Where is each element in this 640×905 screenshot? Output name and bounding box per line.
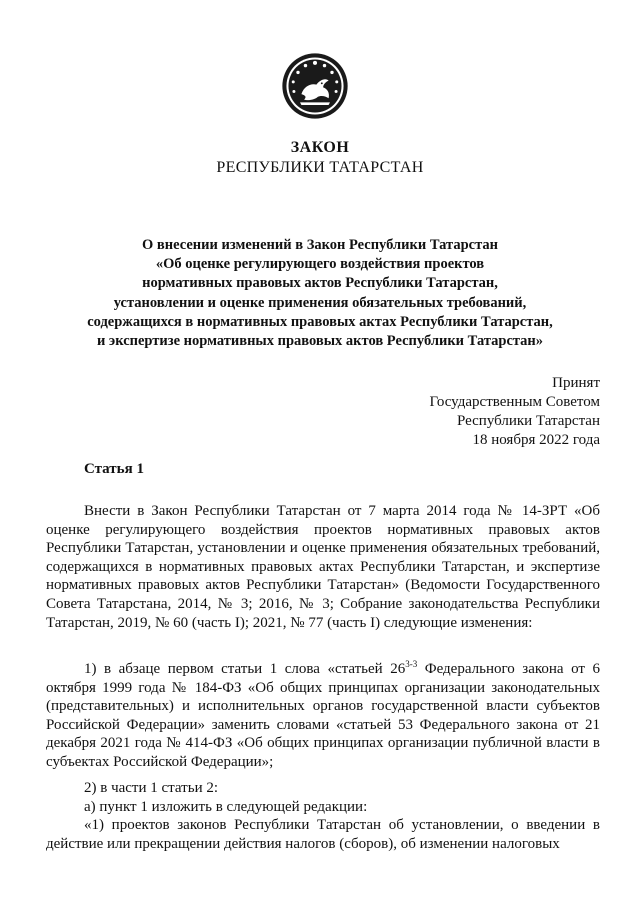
adopted-line: Республики Татарстан (456, 413, 600, 429)
title-line: «Об оценке регулирующего воздействия проектов (155, 256, 485, 273)
item2a-quote-paragraph: «1) проектов законов Республики Татарстан об установлении, о введении в действие или прекращении действия налогов (сборов), об изменении налоговых (46, 817, 600, 852)
adoption-date: 18 ноября 2022 года (472, 432, 600, 448)
item2-block (46, 779, 600, 853)
intro-paragraph-block (46, 502, 600, 632)
item1-paragraph: 1) в абзаце первом статьи 1 слова «статьей 26$^{3-3}$ Федерального закона от 6 октября 1999 года № 184-ФЗ «Об общих принципах организации законодательных (представительных) и исполнительных органов государственной власти субъектов Российской Федерации» заменить словами «статьей 53 Федерального закона от 21 декабря 2021 года № 414-ФЗ «Об общих принципах организации публичной власти в субъектах Российской Федерации»; (46, 659, 600, 770)
adopted-line: Принят (552, 375, 600, 391)
tatarstan-emblem-icon (281, 52, 349, 120)
title-line: нормативных правовых актов Республики Татарстан, (142, 275, 498, 292)
adopted-line: Государственным Советом (429, 394, 600, 410)
law-header (0, 138, 640, 178)
adoption-block (430, 374, 601, 450)
item2a-paragraph: а) пункт 1 изложить в следующей редакции: (84, 798, 368, 815)
article-heading: Статья 1 (84, 461, 144, 477)
item2-paragraph: 2) в части 1 статьи 2: (84, 780, 219, 796)
law-subject-title (30, 236, 610, 351)
item1-block (46, 660, 600, 772)
title-line: содержащихся в нормативных правовых актах Республики Татарстан, (87, 313, 553, 330)
intro-paragraph: Внести в Закон Республики Татарстан от 7 марта 2014 года № 14-ЗРТ «Об оценке регулирующего воздействия проектов нормативных правовых актов Республики Татарстан, установлении и оценке применения обязательных требований, содержащихся в нормативных правовых актах Республики Татарстан, и экспертизе нормативных правовых актов Республики Татарстан» (Ведомости Государственного Совета Татарстана, 2014, № 3; 2016, № 3; Собрание законодательства Республики Татарстан, 2019, № 60 (часть I); 2021, № 77 (часть I) следующие изменения: (46, 503, 600, 631)
law-label: ЗАКОН (290, 139, 350, 156)
title-line: установлении и оценке применения обязательных требований, (113, 294, 527, 311)
title-line: О внесении изменений в Закон Республики Татарстан (142, 237, 498, 253)
republic-name: РЕСПУБЛИКИ ТАТАРСТАН (216, 159, 424, 176)
title-line: и экспертизе нормативных правовых актов Республики Татарстан» (96, 333, 544, 350)
